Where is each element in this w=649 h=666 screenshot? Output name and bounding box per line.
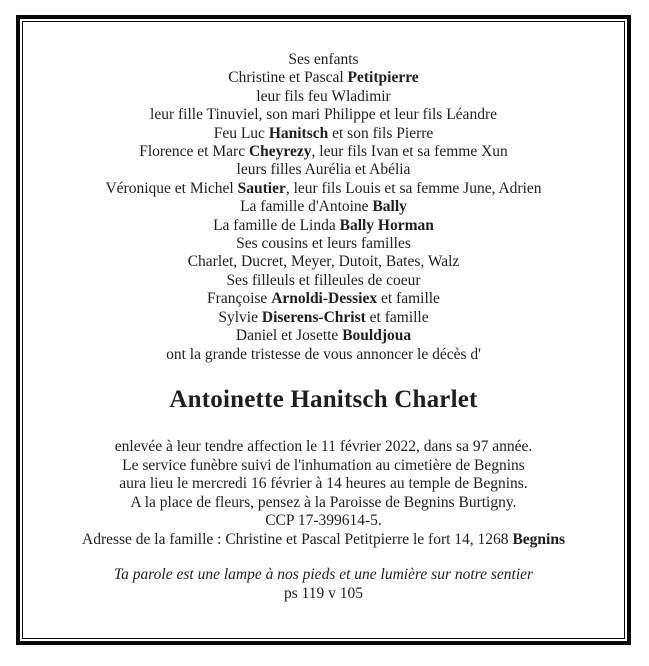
text-line: Daniel et Josette Bouldjoua bbox=[235, 327, 412, 345]
family-lines bbox=[23, 22, 624, 364]
text-line: Adresse de la famille : Christine et Pascal Petitpierre le fort 14, 1268 Begnins bbox=[82, 530, 565, 548]
text-line: La famille d'Antoine Bally bbox=[240, 198, 407, 216]
scripture-quote-text: Ta parole est une lampe à nos pieds et une lumière sur notre sentier bbox=[113, 566, 534, 584]
text-line: Ses cousins et leurs familles bbox=[236, 235, 411, 253]
text-line: A la place de fleurs, pensez à la Paroisse de Begnins Burtigny. bbox=[130, 493, 517, 511]
text-line: ont la grande tristesse de vous annoncer le décès d' bbox=[166, 345, 481, 363]
text-line: CCP 17-399614-5. bbox=[265, 512, 382, 530]
text-line: Ses enfants bbox=[288, 51, 359, 68]
text-line: La famille de Linda Bally Horman bbox=[213, 216, 434, 234]
text-line: Sylvie Diserens-Christ et famille bbox=[218, 308, 429, 326]
deceased-name: Antoinette Hanitsch Charlet bbox=[169, 385, 478, 413]
text-line: Ses filleuls et filleules de coeur bbox=[226, 271, 421, 289]
announcement-frame bbox=[16, 15, 631, 645]
text-line: aura lieu le mercredi 16 février à 14 heures au temple de Begnins. bbox=[119, 475, 528, 493]
text-line: Christine et Pascal Petitpierre bbox=[228, 69, 419, 87]
scripture-quote-reference: ps 119 v 105 bbox=[283, 585, 364, 603]
text-line: leur fille Tinuviel, son mari Philippe et leur fils Léandre bbox=[150, 106, 497, 124]
text-line: Charlet, Ducret, Meyer, Dutoit, Bates, Walz bbox=[187, 253, 460, 271]
text-line: Le service funèbre suivi de l'inhumation au cimetière de Begnins bbox=[122, 456, 525, 474]
text-line: Florence et Marc Cheyrezy, leur fils Ivan et sa femme Xun bbox=[139, 143, 508, 161]
text-line: Véronique et Michel Sautier, leur fils Louis et sa femme June, Adrien bbox=[105, 179, 542, 197]
text-line: leurs filles Aurélia et Abélia bbox=[236, 161, 411, 179]
death-announcement bbox=[23, 22, 624, 604]
text-line: Françoise Arnoldi-Dessiex et famille bbox=[207, 290, 440, 308]
text-line: leur fils feu Wladimir bbox=[256, 87, 391, 105]
announcement-inner-frame bbox=[22, 21, 625, 639]
service-details-lines bbox=[23, 438, 624, 550]
scripture-quote-block bbox=[23, 566, 624, 603]
text-line: Feu Luc Hanitsch et son fils Pierre bbox=[213, 124, 434, 142]
text-line: enlevée à leur tendre affection le 11 février 2022, dans sa 97 année. bbox=[114, 437, 533, 455]
